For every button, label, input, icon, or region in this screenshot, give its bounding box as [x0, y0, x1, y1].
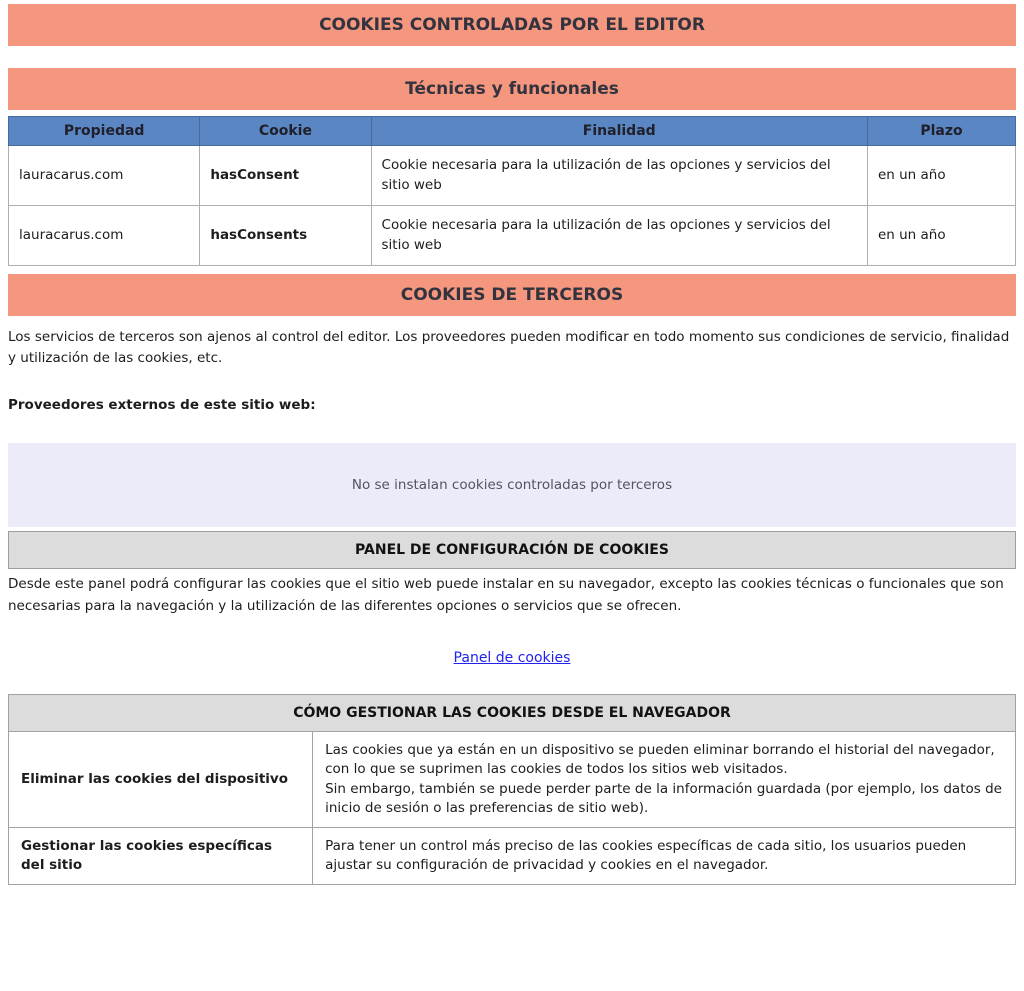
- editor-cookies-table: [8, 116, 1016, 266]
- third-party-cookies-header: COOKIES DE TERCEROS: [8, 274, 1016, 316]
- cell-cookie: hasConsent: [200, 146, 371, 206]
- cookies-policy-page: [8, 0, 1016, 885]
- description-part-2: Sin embargo, también se puede perder parte de la información guardada (por ejemplo, los datos de inicio de sesión o las preferencias de sitio web).: [325, 780, 1002, 816]
- table-row: [9, 206, 1016, 266]
- cell-propiedad: lauracarus.com: [9, 206, 200, 266]
- third-party-intro-text: Los servicios de terceros son ajenos al control del editor. Los proveedores pueden modificar en todo momento sus condiciones de servicio, finalidad y utilización de las cookies, etc.: [8, 329, 1010, 367]
- no-third-party-cookies-notice: No se instalan cookies controladas por terceros: [8, 443, 1016, 527]
- cell-finalidad: Cookie necesaria para la utilización de las opciones y servicios del sitio web: [371, 206, 867, 266]
- technical-functional-header: Técnicas y funcionales: [8, 68, 1016, 110]
- cell-cookie: hasConsents: [200, 206, 371, 266]
- cookie-config-panel-text: Desde este panel podrá configurar las cookies que el sitio web puede instalar en su navegador, excepto las cookies técnicas o funcionales que son necesarias para la navegación y la utilización de las diferentes opciones o servicios que se ofrecen.: [8, 576, 1004, 614]
- table-row: [9, 146, 1016, 206]
- row-label-manage-site-cookies: Gestionar las cookies específicas del sitio: [9, 827, 313, 884]
- description-part-1: Para tener un control más preciso de las cookies específicas de cada sitio, los usuarios pueden ajustar su configuración de privacidad y cookies en el navegador.: [325, 837, 967, 874]
- cell-plazo: en un año: [867, 146, 1015, 206]
- table-row: [9, 732, 1016, 828]
- browser-table-header-row: [9, 695, 1016, 732]
- description-part-1: Las cookies que ya están en un dispositivo se pueden eliminar borrando el historial del navegador, con lo que se suprimen las cookies de todos los sitios web visitados.: [325, 742, 995, 778]
- column-header-propiedad: Propiedad: [9, 117, 200, 146]
- cookies-table-header-row: [9, 117, 1016, 146]
- column-header-cookie: Cookie: [200, 117, 371, 146]
- panel-link-row: [8, 650, 1016, 666]
- cookie-config-panel-header: PANEL DE CONFIGURACIÓN DE COOKIES: [8, 531, 1016, 569]
- row-label-delete-cookies: Eliminar las cookies del dispositivo: [9, 732, 313, 828]
- browser-table-title: CÓMO GESTIONAR LAS COOKIES DESDE EL NAVEGADOR: [9, 695, 1016, 732]
- column-header-plazo: Plazo: [867, 117, 1015, 146]
- external-providers-heading: Proveedores externos de este sitio web:: [8, 397, 316, 414]
- cookie-panel-link[interactable]: Panel de cookies: [453, 650, 571, 667]
- column-header-finalidad: Finalidad: [371, 117, 867, 146]
- row-description: [313, 732, 1016, 828]
- row-description: [313, 827, 1016, 884]
- browser-cookie-management-table: [8, 694, 1016, 885]
- cell-propiedad: lauracarus.com: [9, 146, 200, 206]
- editor-cookies-header: COOKIES CONTROLADAS POR EL EDITOR: [8, 4, 1016, 46]
- cell-finalidad: Cookie necesaria para la utilización de las opciones y servicios del sitio web: [371, 146, 867, 206]
- cell-plazo: en un año: [867, 206, 1015, 266]
- table-row: [9, 827, 1016, 884]
